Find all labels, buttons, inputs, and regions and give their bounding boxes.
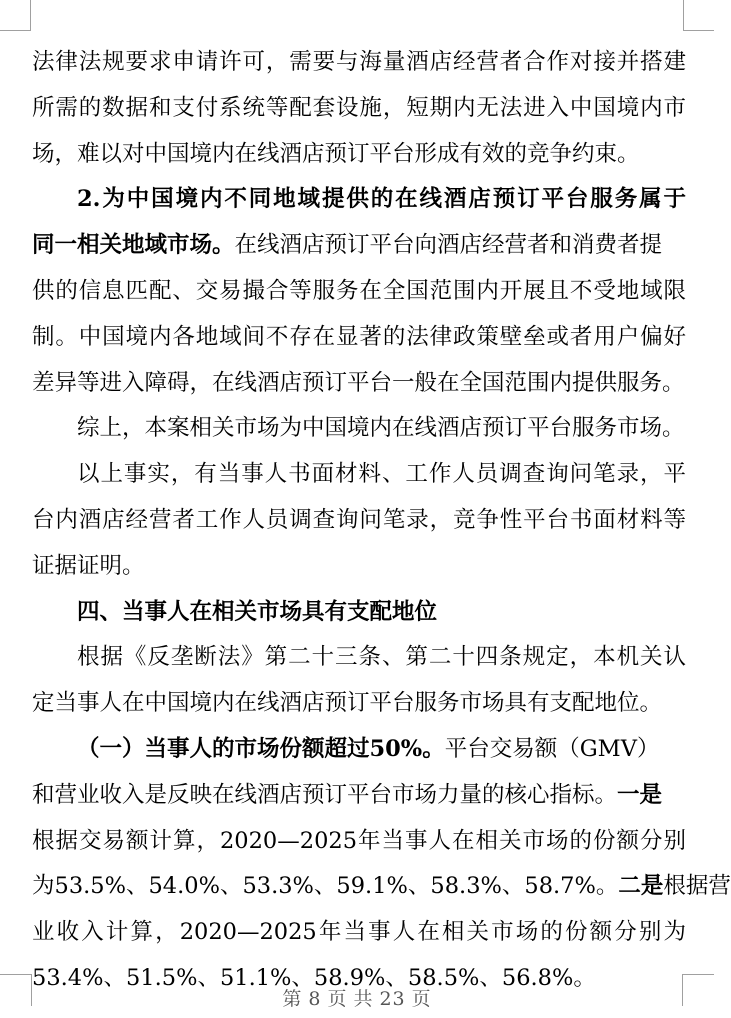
text-line: 场，难以对中国境内在线酒店预订平台形成有效的竞争约束。	[32, 140, 640, 167]
subsection-heading: （一）当事人的市场份额超过50%。	[77, 735, 445, 762]
text-line	[32, 864, 731, 910]
footer-label-gong: 共	[353, 988, 374, 1010]
crop-mark-top-right	[683, 0, 714, 31]
crop-mark-top-left	[0, 0, 31, 31]
document-body	[32, 40, 731, 1002]
text-line: 53.4%、51.5%、51.1%、58.9%、58.5%、56.8%。	[32, 964, 596, 991]
text-line: 以上事实，有当事人书面材料、工作人员调查询问笔录，平	[77, 461, 686, 488]
paragraph-text: 平台交易额（GMV）	[444, 735, 660, 762]
text-line: 业收入计算，2020—2025年当事人在相关市场的份额分别为	[32, 919, 686, 946]
section-heading-tail: 同一相关地域市场。	[32, 232, 235, 259]
text-line: 综上，本案相关市场为中国境内在线酒店预订平台服务市场。	[77, 415, 685, 442]
paragraph-text: 为53.5%、54.0%、53.3%、59.1%、58.3%、58.7%。	[32, 873, 619, 900]
text-line	[32, 773, 686, 819]
text-line: 法律法规要求申请许可，需要与海量酒店经营者合作对接并搭建	[32, 49, 686, 75]
text-line: 制。中国境内各地域间不存在显著的法律政策壁垒或者用户偏好	[32, 323, 686, 350]
paragraph-text: 和营业收入是反映在线酒店预订平台市场力量的核心指标。	[32, 781, 618, 808]
section-heading-line: 2.为中国境内不同地域提供的在线酒店预订平台服务属于	[77, 186, 686, 213]
footer-label-di: 第	[282, 988, 303, 1010]
text-line: 定当事人在中国境内在线酒店预订平台服务市场具有支配地位。	[32, 690, 663, 717]
total-page-count: 23	[379, 988, 406, 1010]
text-line	[32, 223, 686, 269]
text-line: 所需的数据和支付系统等配套设施，短期内无法进入中国境内市	[32, 94, 686, 121]
text-line: 根据交易额计算，2020—2025年当事人在相关市场的份额分别	[32, 827, 686, 854]
chapter-heading: 四、当事人在相关市场具有支配地位	[77, 598, 438, 625]
text-line: 证据证明。	[32, 552, 145, 579]
paragraph-text: 根据营	[663, 873, 731, 900]
page-footer	[0, 984, 714, 1011]
footer-label-ye: 页	[411, 988, 432, 1010]
text-line: 差异等进入障碍，在线酒店预订平台一般在全国范围内提供服务。	[32, 369, 685, 396]
emphasis-text: 二是	[618, 873, 664, 900]
paragraph-text: 在线酒店预订平台向酒店经营者和消费者提	[234, 232, 663, 259]
text-line	[32, 727, 686, 773]
current-page-number: 8	[308, 988, 322, 1010]
footer-label-ye: 页	[327, 988, 348, 1010]
text-line: 根据《反垄断法》第二十三条、第二十四条规定，本机关认	[77, 644, 686, 671]
text-line: 供的信息匹配、交易撮合等服务在全国范围内开展且不受地域限	[32, 277, 686, 304]
text-line: 台内酒店经营者工作人员调查询问笔录，竞争性平台书面材料等	[32, 506, 686, 533]
emphasis-text: 一是	[617, 781, 663, 808]
